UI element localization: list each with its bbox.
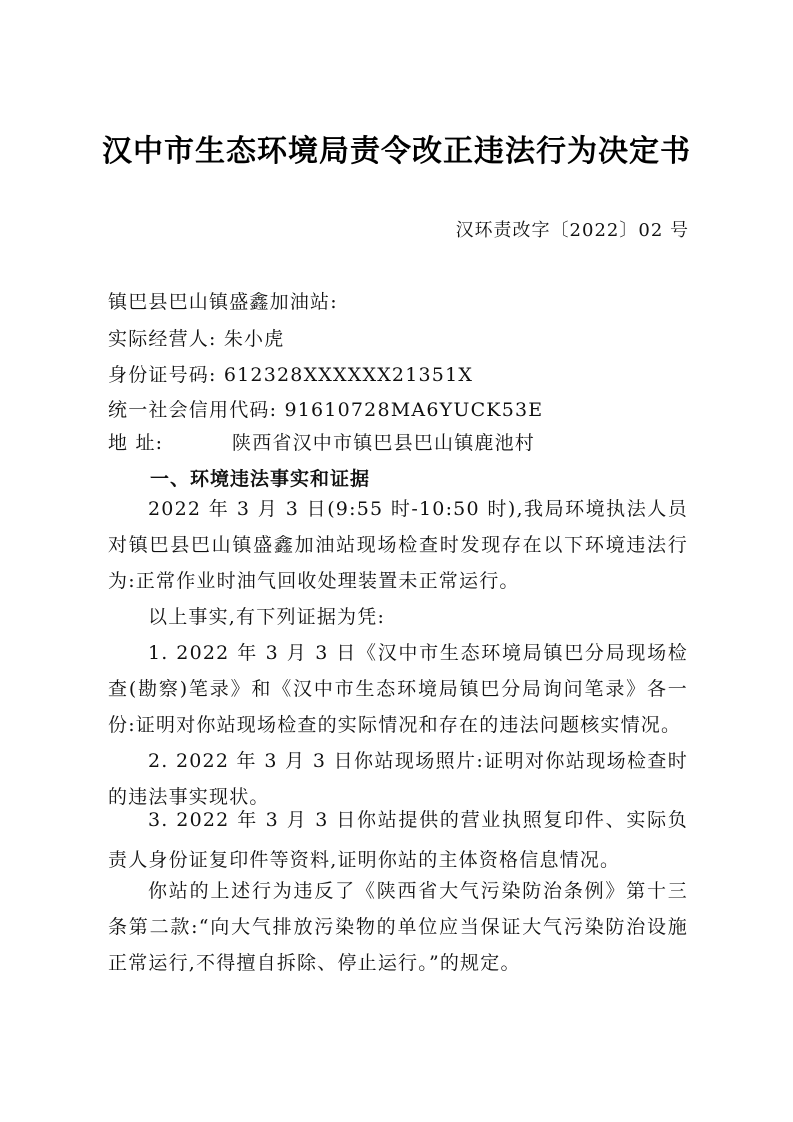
address-label: 地 址:	[108, 432, 164, 454]
violation-paragraph: 你站的上述行为违反了《陕西省大气污染防治条例》第十三条第二款:“向大气排放污染物的单位应当保证大气污染防治设施正常运行,不得擅自拆除、停止运行。”的规定。	[108, 880, 688, 974]
address-value: 陕西省汉中市镇巴县巴山镇鹿池村	[232, 432, 536, 454]
evidence-item-2: 2. 2022 年 3 月 3 日你站现场照片:证明对你站现场检查时的违法事实现状。	[108, 750, 688, 808]
credit-code-line: 统一社会信用代码: 91610728MA6YUCK53E	[108, 399, 544, 421]
operator-line: 实际经营人: 朱小虎	[108, 328, 285, 350]
evidence-intro: 以上事实,有下列证据为凭:	[148, 606, 386, 628]
evidence-item-3: 3. 2022 年 3 月 3 日你站提供的营业执照复印件、实际负责人身份证复印件等资料,证明你站的主体资格信息情况。	[108, 809, 688, 871]
section-heading-facts: 一、环境违法事实和证据	[150, 468, 371, 490]
facts-paragraph: 2022 年 3 月 3 日(9:55 时-10:50 时),我局环境执法人员对镇巴县巴山镇盛鑫加油站现场检查时发现存在以下环境违法行为:正常作业时油气回收处理装置未正常运行。	[108, 498, 688, 592]
document-number: 汉环责改字〔2022〕02 号	[455, 220, 689, 241]
document-title: 汉中市生态环境局责令改正违法行为决定书	[102, 134, 691, 169]
id-number-line: 身份证号码: 612328XXXXXX21351X	[108, 364, 474, 386]
evidence-item-1: 1. 2022 年 3 月 3 日《汉中市生态环境局镇巴分局现场检查(勘察)笔录》和《汉中市生态环境局镇巴分局询问笔录》各一份:证明对你站现场检查的实际情况和存在的违法问题核实情况。	[108, 642, 688, 736]
recipient-line: 镇巴县巴山镇盛鑫加油站:	[108, 291, 338, 313]
address-line	[108, 428, 535, 455]
